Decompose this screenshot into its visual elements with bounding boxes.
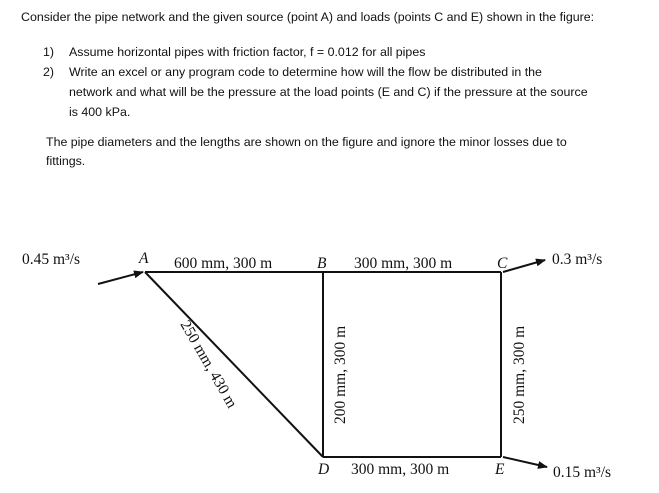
point-e-label: E [495, 461, 505, 478]
item-2-line-1: Write an excel or any program code to determine how will the flow be distributed in the [69, 65, 542, 79]
point-d-label: D [318, 461, 330, 478]
note-line-1: The pipe diameters and the lengths are shown on the figure and ignore the minor losses due to [46, 135, 567, 149]
pipe-ad [145, 272, 323, 457]
item-1-line-1: Assume horizontal pipes with friction factor, f = 0.012 for all pipes [69, 45, 426, 59]
outflow-e-label: 0.15 m³/s [553, 464, 612, 481]
item-2-line-2: network and what will be the pressure at the load points (E and C) if the pressure at the source [69, 85, 588, 99]
inflow-arrow-a [98, 272, 143, 284]
pipe-ad-label: 250 mm, 430 m [176, 317, 241, 412]
pipe-ce-label: 250 mm, 300 m [511, 325, 528, 424]
pipe-bd-label: 200 mm, 300 m [332, 325, 349, 424]
note-line-2: fittings. [46, 154, 86, 168]
problem-intro: Consider the pipe network and the given source (point A) and loads (points C and E) shown in the figure: [21, 10, 595, 24]
point-c-label: C [497, 255, 508, 272]
point-a-label: A [139, 250, 149, 267]
pipe-de-label: 300 mm, 300 m [351, 461, 450, 478]
outflow-arrow-c [503, 260, 545, 272]
item-2-line-3: is 400 kPa. [69, 105, 131, 119]
item-1-number: 1) [43, 45, 55, 59]
pipe-bc-label: 300 mm, 300 m [354, 255, 453, 272]
inflow-a-label: 0.45 m³/s [22, 251, 81, 268]
item-2-number: 2) [43, 65, 55, 79]
outflow-c-label: 0.3 m³/s [552, 251, 603, 268]
point-b-label: B [317, 255, 327, 272]
pipe-ab-label: 600 mm, 300 m [174, 255, 273, 272]
outflow-arrow-e [503, 457, 547, 467]
